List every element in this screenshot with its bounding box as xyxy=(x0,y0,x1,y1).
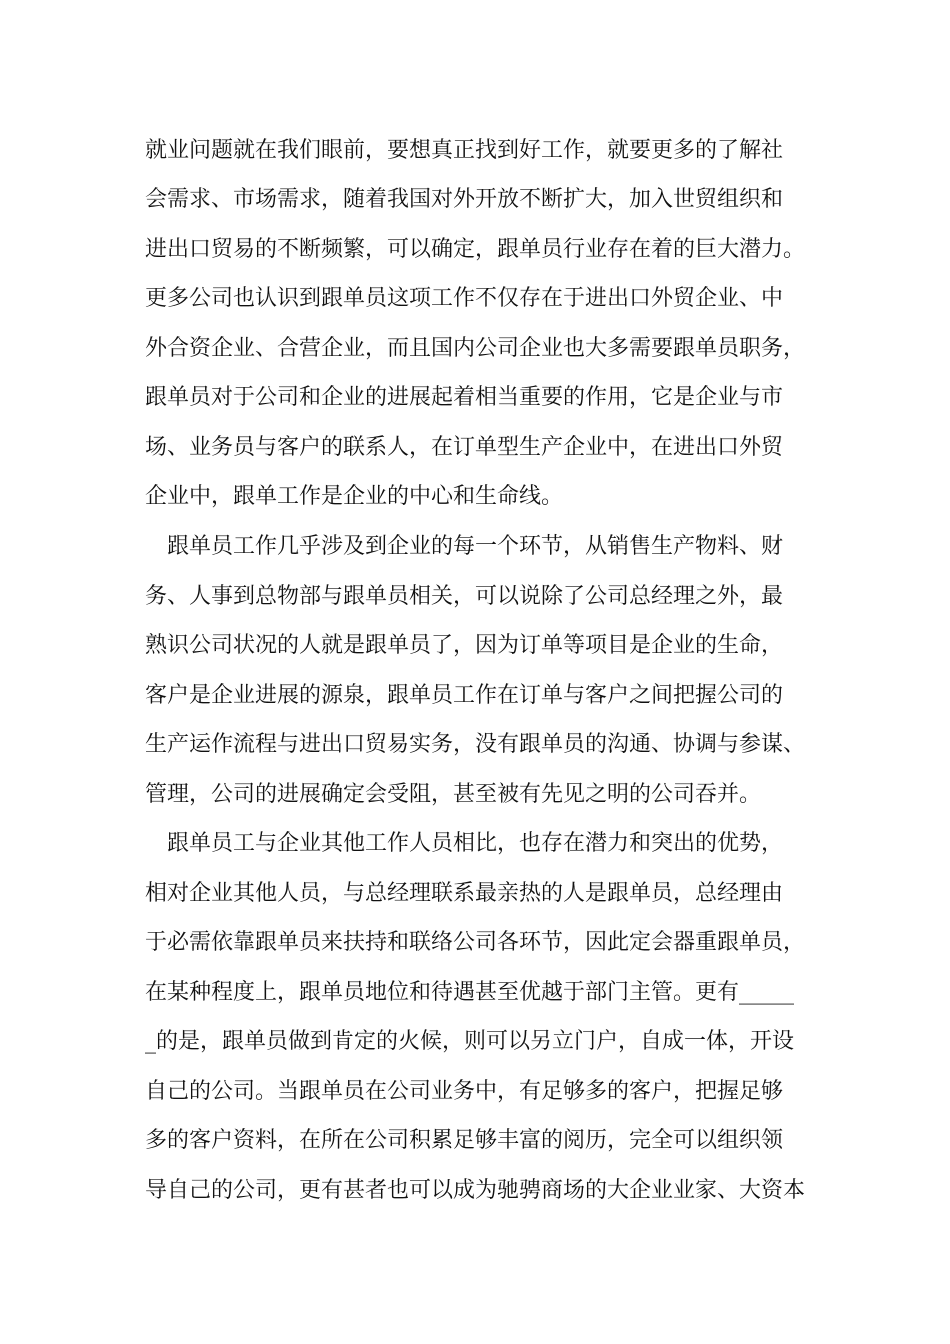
paragraph-1-line-4: 更多公司也认识到跟单员这项工作不仅存在于进出口外贸企业、中 xyxy=(145,286,784,311)
paragraph-2-line-1: 跟单员工作几乎涉及到企业的每一个环节，从销售生产物料、财 xyxy=(167,534,784,559)
paragraph-2-line-2: 务、人事到总物部与跟单员相关，可以说除了公司总经理之外，最 xyxy=(145,584,784,609)
paragraph-2-line-6: 管理，公司的进展确定会受阻，甚至被有先见之明的公司吞并。 xyxy=(145,782,762,807)
paragraph-3-line-3: 于必需依靠跟单员来扶持和联络公司各环节，因此定会器重跟单员， xyxy=(145,930,806,955)
paragraph-1-line-7: 场、业务员与客户的联系人，在订单型生产企业中，在进出口外贸 xyxy=(145,435,784,460)
paragraph-1-line-6: 跟单员对于公司和企业的进展起着相当重要的作用，它是企业与市 xyxy=(145,385,784,410)
paragraph-2-line-5: 生产运作流程与进出口贸易实务，没有跟单员的沟通、协调与参谋、 xyxy=(145,732,806,757)
paragraph-3-line-6: 自己的公司。当跟单员在公司业务中，有足够多的客户，把握足够 xyxy=(145,1079,784,1104)
paragraph-3-line-1: 跟单员工与企业其他工作人员相比，也存在潜力和突出的优势， xyxy=(167,831,784,856)
paragraph-1-line-5: 外合资企业、合营企业，而且国内公司企业也大多需要跟单员职务， xyxy=(145,336,806,361)
paragraph-3-line-2: 相对企业其他人员，与总经理联系最亲热的人是跟单员，总经理由 xyxy=(145,881,784,906)
paragraph-2-line-4: 客户是企业进展的源泉，跟单员工作在订单与客户之间把握公司的 xyxy=(145,683,784,708)
paragraph-3-line-7: 多的客户资料，在所在公司积累足够丰富的阅历，完全可以组织领 xyxy=(145,1128,784,1153)
paragraph-2-line-3: 熟识公司状况的人就是跟单员了，因为订单等项目是企业的生命， xyxy=(145,633,784,658)
paragraph-1-line-3: 进出口贸易的不断频繁，可以确定，跟单员行业存在着的巨大潜力。 xyxy=(145,237,806,262)
paragraph-1-line-1: 就业问题就在我们眼前，要想真正找到好工作，就要更多的了解社 xyxy=(145,138,784,163)
paragraph-1-line-8: 企业中，跟单工作是企业的中心和生命线。 xyxy=(145,484,564,509)
paragraph-3-line-5: _的是，跟单员做到肯定的火候，则可以另立门户，自成一体，开设 xyxy=(145,1029,795,1054)
paragraph-3-line-4: 在某种程度上，跟单员地位和待遇甚至优越于部门主管。更有_____ xyxy=(145,980,795,1005)
paragraph-3-line-8: 导自己的公司，更有甚者也可以成为驰骋商场的大企业业家、大资本 xyxy=(145,1178,806,1203)
paragraph-1-line-2: 会需求、市场需求，随着我国对外开放不断扩大，加入世贸组织和 xyxy=(145,187,784,212)
